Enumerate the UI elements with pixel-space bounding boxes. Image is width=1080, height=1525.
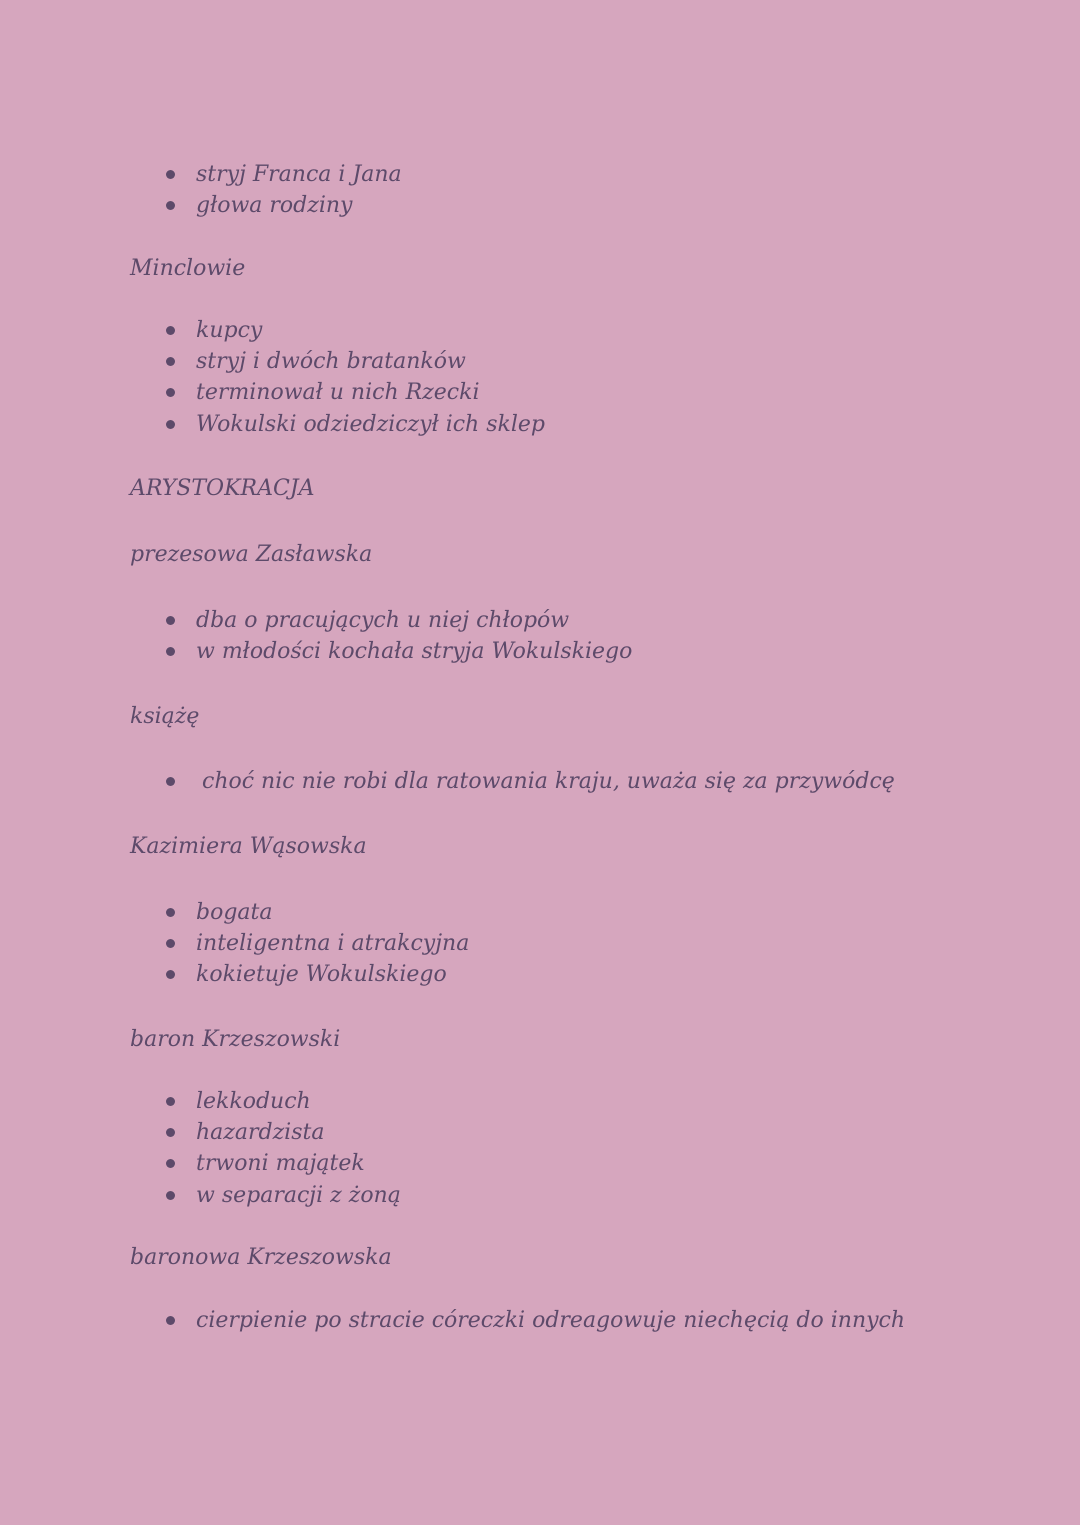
list-item: kokietuje Wokulskiego <box>160 959 469 990</box>
list-item: dba o pracujących u niej chłopów <box>160 605 632 636</box>
bullet-list <box>160 1086 401 1211</box>
list-item: bogata <box>160 897 469 928</box>
section-heading: Kazimiera Wąsowska <box>130 834 367 859</box>
bullet-list <box>160 1305 905 1336</box>
bullet-icon <box>166 777 175 786</box>
bullet-icon <box>166 1128 175 1137</box>
bullet-icon <box>166 201 175 210</box>
list-item: stryj i dwóch bratanków <box>160 346 545 377</box>
bullet-icon <box>166 357 175 366</box>
section-heading: baron Krzeszowski <box>130 1027 341 1052</box>
bullet-list <box>160 766 895 797</box>
bullet-icon <box>166 939 175 948</box>
list-item: lekkoduch <box>160 1086 401 1117</box>
bullet-icon <box>166 970 175 979</box>
bullet-list <box>160 897 469 991</box>
bullet-icon <box>166 1191 175 1200</box>
list-item: w separacji z żoną <box>160 1180 401 1211</box>
bullet-list <box>160 605 632 667</box>
bullet-icon <box>166 908 175 917</box>
section-heading: Minclowie <box>130 256 246 281</box>
bullet-icon <box>166 647 175 656</box>
section-heading: prezesowa Zasławska <box>130 542 373 567</box>
list-item: cierpienie po stracie córeczki odreagowuje niechęcią do innych <box>160 1305 905 1336</box>
bullet-list <box>160 159 402 221</box>
list-item: trwoni majątek <box>160 1148 401 1179</box>
list-item: w młodości kochała stryja Wokulskiego <box>160 636 632 667</box>
list-item: choć nic nie robi dla ratowania kraju, uważa się za przywódcę <box>160 766 895 797</box>
list-item: głowa rodziny <box>160 190 402 221</box>
list-item: Wokulski odziedziczył ich sklep <box>160 409 545 440</box>
bullet-icon <box>166 326 175 335</box>
bullet-icon <box>166 170 175 179</box>
bullet-list <box>160 315 545 440</box>
section-heading: ARYSTOKRACJA <box>130 476 315 501</box>
bullet-icon <box>166 1159 175 1168</box>
bullet-icon <box>166 388 175 397</box>
section-heading: książę <box>130 704 200 729</box>
list-item: terminował u nich Rzecki <box>160 377 545 408</box>
bullet-icon <box>166 420 175 429</box>
list-item: hazardzista <box>160 1117 401 1148</box>
list-item: inteligentna i atrakcyjna <box>160 928 469 959</box>
bullet-icon <box>166 616 175 625</box>
list-item: kupcy <box>160 315 545 346</box>
bullet-icon <box>166 1316 175 1325</box>
list-item: stryj Franca i Jana <box>160 159 402 190</box>
section-heading: baronowa Krzeszowska <box>130 1245 392 1270</box>
bullet-icon <box>166 1097 175 1106</box>
